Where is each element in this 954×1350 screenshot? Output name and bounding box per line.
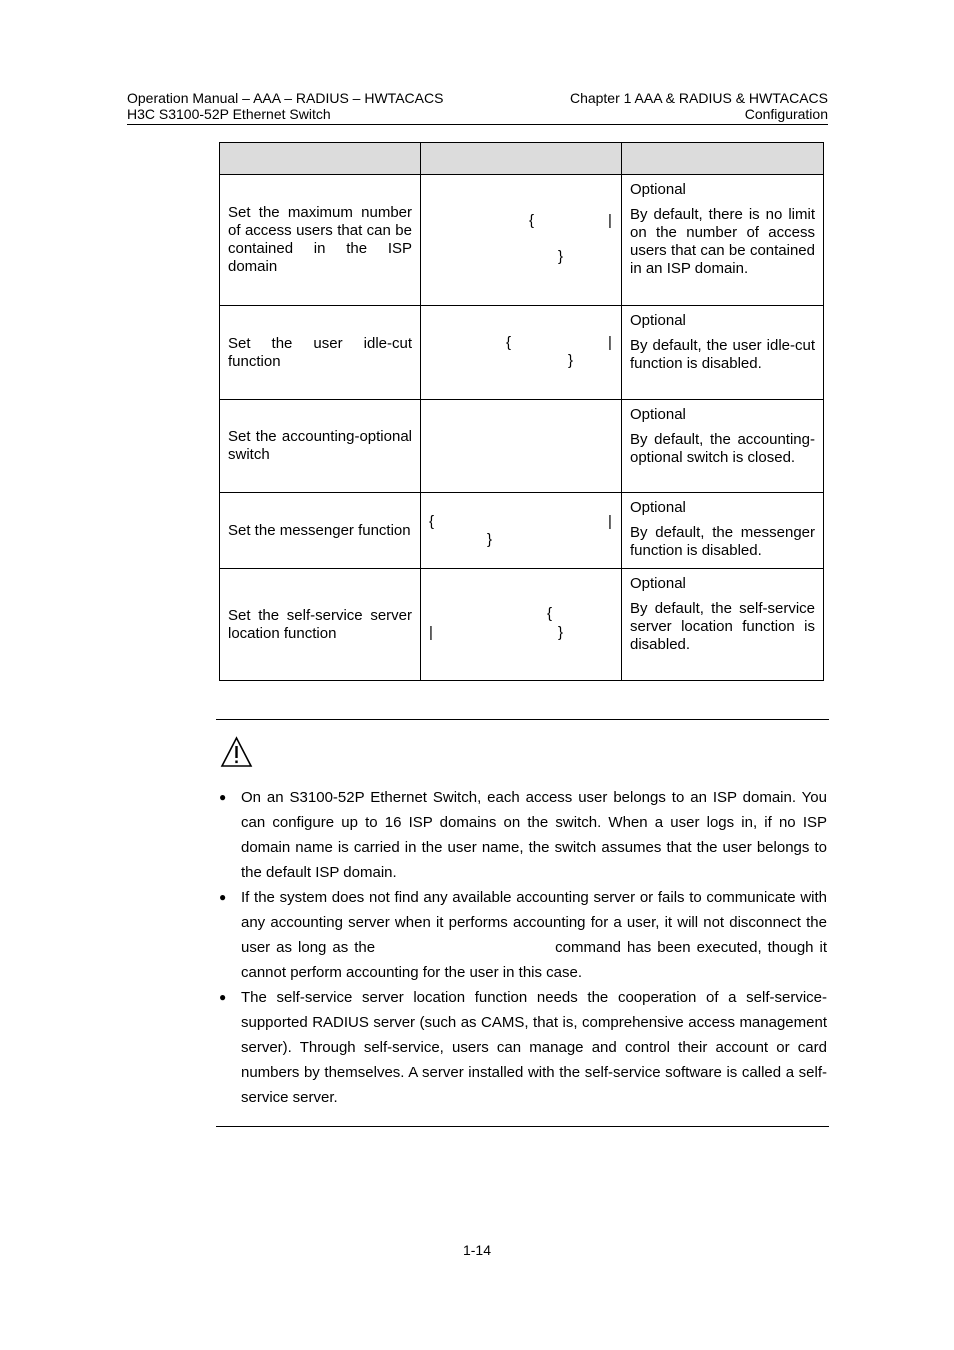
- remarks-cell: [622, 400, 824, 493]
- list-item: [216, 885, 827, 985]
- section-title: Configuration: [744, 106, 828, 122]
- caution-top-rule: [216, 719, 829, 720]
- header-cell-operation: [220, 143, 421, 175]
- operation-cell: Set the user idle-cut function: [220, 306, 421, 400]
- list-item: [216, 985, 827, 1110]
- command-table: [219, 142, 824, 681]
- bullet-icon: ●: [219, 790, 227, 804]
- pipe-symbol: |: [608, 212, 612, 229]
- remarks-optional: Optional: [630, 575, 686, 592]
- operation-cell: Set the maximum number of access users that can be contained in the ISP domain: [220, 175, 421, 306]
- bullet-icon: ●: [219, 890, 227, 904]
- note-text: On an S3100-52P Ethernet Switch, each access user belongs to an ISP domain. You can configure up to 16 ISP domains on the switch. When a user logs in, if no ISP domain name is carried in the user name, the switch assumes that the user belongs to the default ISP domain.: [241, 789, 827, 881]
- table-header-row: [220, 143, 824, 175]
- header-cell-remarks: [622, 143, 824, 175]
- pipe-symbol: |: [608, 334, 612, 351]
- remarks-detail: By default, the messenger function is disabled.: [630, 524, 815, 559]
- brace-close: }: [558, 624, 564, 641]
- brace-close: }: [558, 248, 564, 265]
- remarks-detail: By default, there is no limit on the number of access users that can be contained in an ISP domain.: [630, 206, 815, 277]
- command-cell: [421, 493, 622, 569]
- table-row: [220, 175, 824, 306]
- operation-cell: Set the messenger function: [220, 493, 421, 569]
- remarks-cell: [622, 493, 824, 569]
- brace-open: {: [429, 513, 435, 530]
- chapter-title: Chapter 1 AAA & RADIUS & HWTACACS: [569, 90, 828, 106]
- table-row: [220, 400, 824, 493]
- command-cell: [421, 306, 622, 400]
- warning-triangle-icon: [220, 736, 253, 768]
- header-left: [127, 90, 443, 122]
- caution-bottom-rule: [216, 1126, 829, 1127]
- page-number: 1-14: [462, 1242, 492, 1258]
- remarks-optional: Optional: [630, 181, 686, 198]
- command-cell: [421, 400, 622, 493]
- remarks-detail: By default, the self-service server location function is disabled.: [630, 600, 815, 653]
- note-text: If the system does not find any available accounting server or fails to communicate with any accounting server when it performs accounting for a user, it will not disconnect the user as long as the: [241, 889, 827, 956]
- table-row: [220, 306, 824, 400]
- note-text: The self-service server location function needs the cooperation of a self-service-supported RADIUS server (such as CAMS, that is, comprehensive access management server). Through self-service, users can manage and control their account or card numbers by themselves. A server installed with the self-service software is called a self-service server.: [241, 989, 827, 1106]
- operation-cell: Set the accounting-optional switch: [220, 400, 421, 493]
- brace-close: }: [487, 531, 493, 548]
- remarks-detail: By default, the user idle-cut function is disabled.: [630, 337, 815, 372]
- header-divider: [127, 124, 828, 125]
- header-cell-command: [421, 143, 622, 175]
- remarks-cell: [622, 175, 824, 306]
- command-cell: [421, 569, 622, 681]
- remarks-cell: [622, 306, 824, 400]
- note-text-continued: command has been executed, though it cannot perform accounting for the user in this case.: [241, 939, 828, 981]
- command-cell: [421, 175, 622, 306]
- product-name: H3C S3100-52P Ethernet Switch: [127, 106, 331, 122]
- remarks-optional: Optional: [630, 499, 686, 516]
- brace-open: {: [529, 212, 535, 229]
- brace-open: {: [547, 605, 553, 622]
- remarks-cell: [622, 569, 824, 681]
- list-item: [216, 785, 827, 885]
- header-right: [570, 90, 828, 122]
- remarks-detail: By default, the accounting-optional switch is closed.: [630, 431, 815, 466]
- brace-close: }: [568, 352, 574, 369]
- pipe-symbol: |: [429, 624, 433, 641]
- caution-notes: [216, 785, 827, 1110]
- remarks-optional: Optional: [630, 312, 686, 329]
- remarks-optional: Optional: [630, 406, 686, 423]
- brace-open: {: [506, 334, 512, 351]
- bullet-icon: ●: [219, 990, 227, 1004]
- manual-title: Operation Manual – AAA – RADIUS – HWTACACS: [127, 90, 444, 106]
- operation-cell: Set the self-service server location function: [220, 569, 421, 681]
- pipe-symbol: |: [608, 513, 612, 530]
- table-row: [220, 493, 824, 569]
- table-row: [220, 569, 824, 681]
